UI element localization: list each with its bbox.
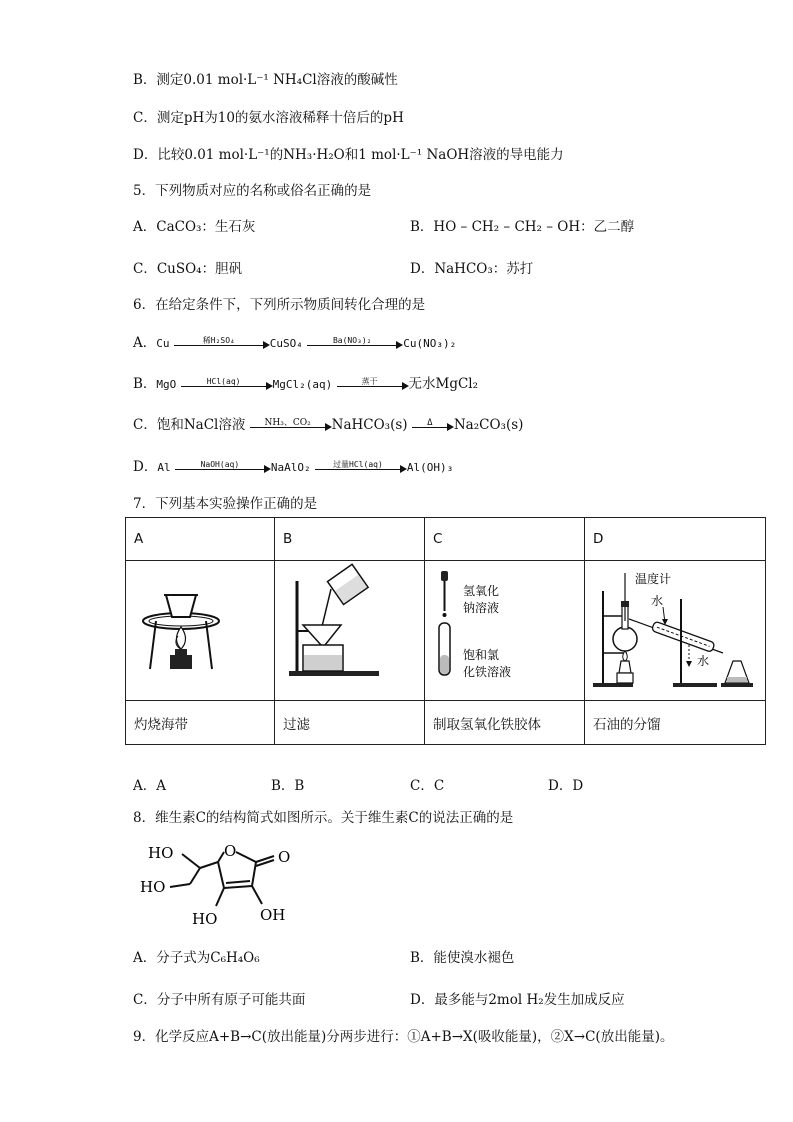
arrow-condition: Ba(NO₃)₂ (332, 335, 372, 345)
distillation-figure (585, 561, 765, 696)
caption-d: 石油的分馏 (585, 701, 766, 745)
q5-option-d: D．NaHCO₃：苏打 (410, 261, 534, 277)
colloid-figure (425, 561, 584, 696)
q4-option-d: D．比较0.01 mol·L⁻¹的NH₃·H₂O和1 mol·L⁻¹ NaOH溶液的导电能力 (133, 147, 564, 163)
q5-stem: 5．下列物质对应的名称或俗名正确的是 (133, 183, 372, 199)
q7-answer-b: B．B (271, 778, 305, 794)
product: Na₂CO₃(s) (453, 417, 524, 433)
q6-option-d (133, 457, 453, 478)
q5-option-c: C．CuSO₄：胆矾 (133, 261, 243, 277)
filtration-figure (275, 561, 424, 696)
product: 无水MgCl₂ (408, 376, 479, 392)
label-water-in: 水 (651, 594, 664, 608)
q7-stem: 7．下列基本实验操作正确的是 (133, 496, 318, 512)
reaction-arrow (181, 375, 273, 395)
option-label: D． (133, 459, 158, 475)
q8-option-d: D．最多能与2mol H₂发生加成反应 (410, 992, 625, 1008)
struct-label-ring-o: O (224, 842, 237, 860)
reaction-arrow (412, 416, 454, 436)
struct-label-ho-left: HO (140, 878, 166, 896)
struct-label-ho-bottom: HO (192, 910, 218, 928)
q7-answer-d: D．D (548, 778, 584, 794)
product: CuSO₄ (269, 337, 303, 350)
figure-cell-a (126, 561, 275, 701)
label-fecl3-line2: 化铁溶液 (463, 665, 512, 679)
figure-cell-b (275, 561, 425, 701)
option-label: A． (133, 335, 157, 351)
caption-b: 过滤 (275, 701, 425, 745)
figure-cell-c (425, 561, 585, 701)
q8-option-c: C．分子中所有原子可能共面 (133, 992, 306, 1008)
label-water-out: 水 (697, 654, 710, 668)
experiment-table (125, 517, 766, 745)
product: NaHCO₃(s) (331, 417, 408, 433)
product: Al(OH)₃ (406, 461, 454, 474)
caption-a: 灼烧海带 (126, 701, 275, 745)
reaction-arrow (307, 334, 403, 354)
product: NaAlO₂ (270, 461, 311, 474)
q7-answer-c: C．C (410, 778, 445, 794)
q6-option-b (133, 374, 478, 395)
vitamin-c-structure (138, 836, 308, 928)
q8-stem: 8．维生素C的结构简式如图所示。关于维生素C的说法正确的是 (133, 810, 514, 826)
struct-label-carbonyl-o: O (278, 848, 291, 866)
q4-option-c: C．测定pH为10的氨水溶液稀释十倍后的pH (133, 110, 404, 126)
struct-label-ho-top: HO (148, 844, 174, 862)
q6-option-c (133, 415, 523, 436)
reactant: MgO (156, 378, 177, 391)
reactant: 饱和NaCl溶液 (156, 417, 246, 433)
figure-cell-d (585, 561, 766, 701)
arrow-condition: NH₃、CO₂ (264, 417, 311, 428)
q9-stem: 9．化学反应A+B→C(放出能量)分两步进行：①A+B→X(吸收能量)，②X→C(放出能量)。 (133, 1029, 674, 1045)
arrow-condition: 蒸干 (361, 376, 378, 386)
q5-option-a: A．CaCO₃：生石灰 (133, 219, 256, 235)
label-naoh-line2: 钠溶液 (463, 601, 500, 615)
arrow-condition: 过量HCl(aq) (333, 459, 383, 469)
q7-answer-a: A．A (133, 778, 166, 794)
reaction-arrow (250, 416, 332, 436)
arrow-condition: NaOH(aq) (200, 459, 240, 469)
label-naoh-line1: 氢氧化 (463, 584, 500, 598)
reaction-arrow (174, 334, 270, 354)
q6-stem: 6．在给定条件下，下列所示物质间转化合理的是 (133, 297, 426, 313)
q4-option-b: B．测定0.01 mol·L⁻¹ NH₄Cl溶液的酸碱性 (133, 72, 398, 88)
arrow-condition: HCl(aq) (206, 376, 241, 386)
reactant: Cu (156, 337, 170, 350)
label-fecl3-line1: 饱和氯 (463, 648, 500, 662)
product: Cu(NO₃)₂ (403, 337, 457, 350)
struct-label-oh-bottom: OH (260, 906, 286, 924)
table-header-c: C (425, 518, 585, 561)
table-header-d: D (585, 518, 766, 561)
label-thermometer: 温度计 (635, 572, 672, 586)
crucible-heating-figure (126, 561, 274, 696)
reaction-arrow (175, 458, 271, 478)
reactant: Al (157, 461, 171, 474)
reaction-arrow (337, 375, 409, 395)
product: MgCl₂(aq) (272, 378, 333, 391)
table-header-b: B (275, 518, 425, 561)
option-label: B． (133, 376, 157, 392)
q8-option-a: A．分子式为C₆H₄O₆ (133, 950, 260, 966)
reaction-arrow (315, 458, 407, 478)
caption-c: 制取氢氧化铁胶体 (425, 701, 585, 745)
arrow-condition: Δ (427, 417, 433, 428)
q5-option-b: B．HO – CH₂ – CH₂ – OH：乙二醇 (410, 219, 635, 235)
option-label: C． (133, 417, 157, 433)
q6-option-a (133, 333, 456, 354)
q8-option-b: B．能使溴水褪色 (410, 950, 515, 966)
arrow-condition: 稀H₂SO₄ (202, 335, 235, 345)
table-header-a: A (126, 518, 275, 561)
